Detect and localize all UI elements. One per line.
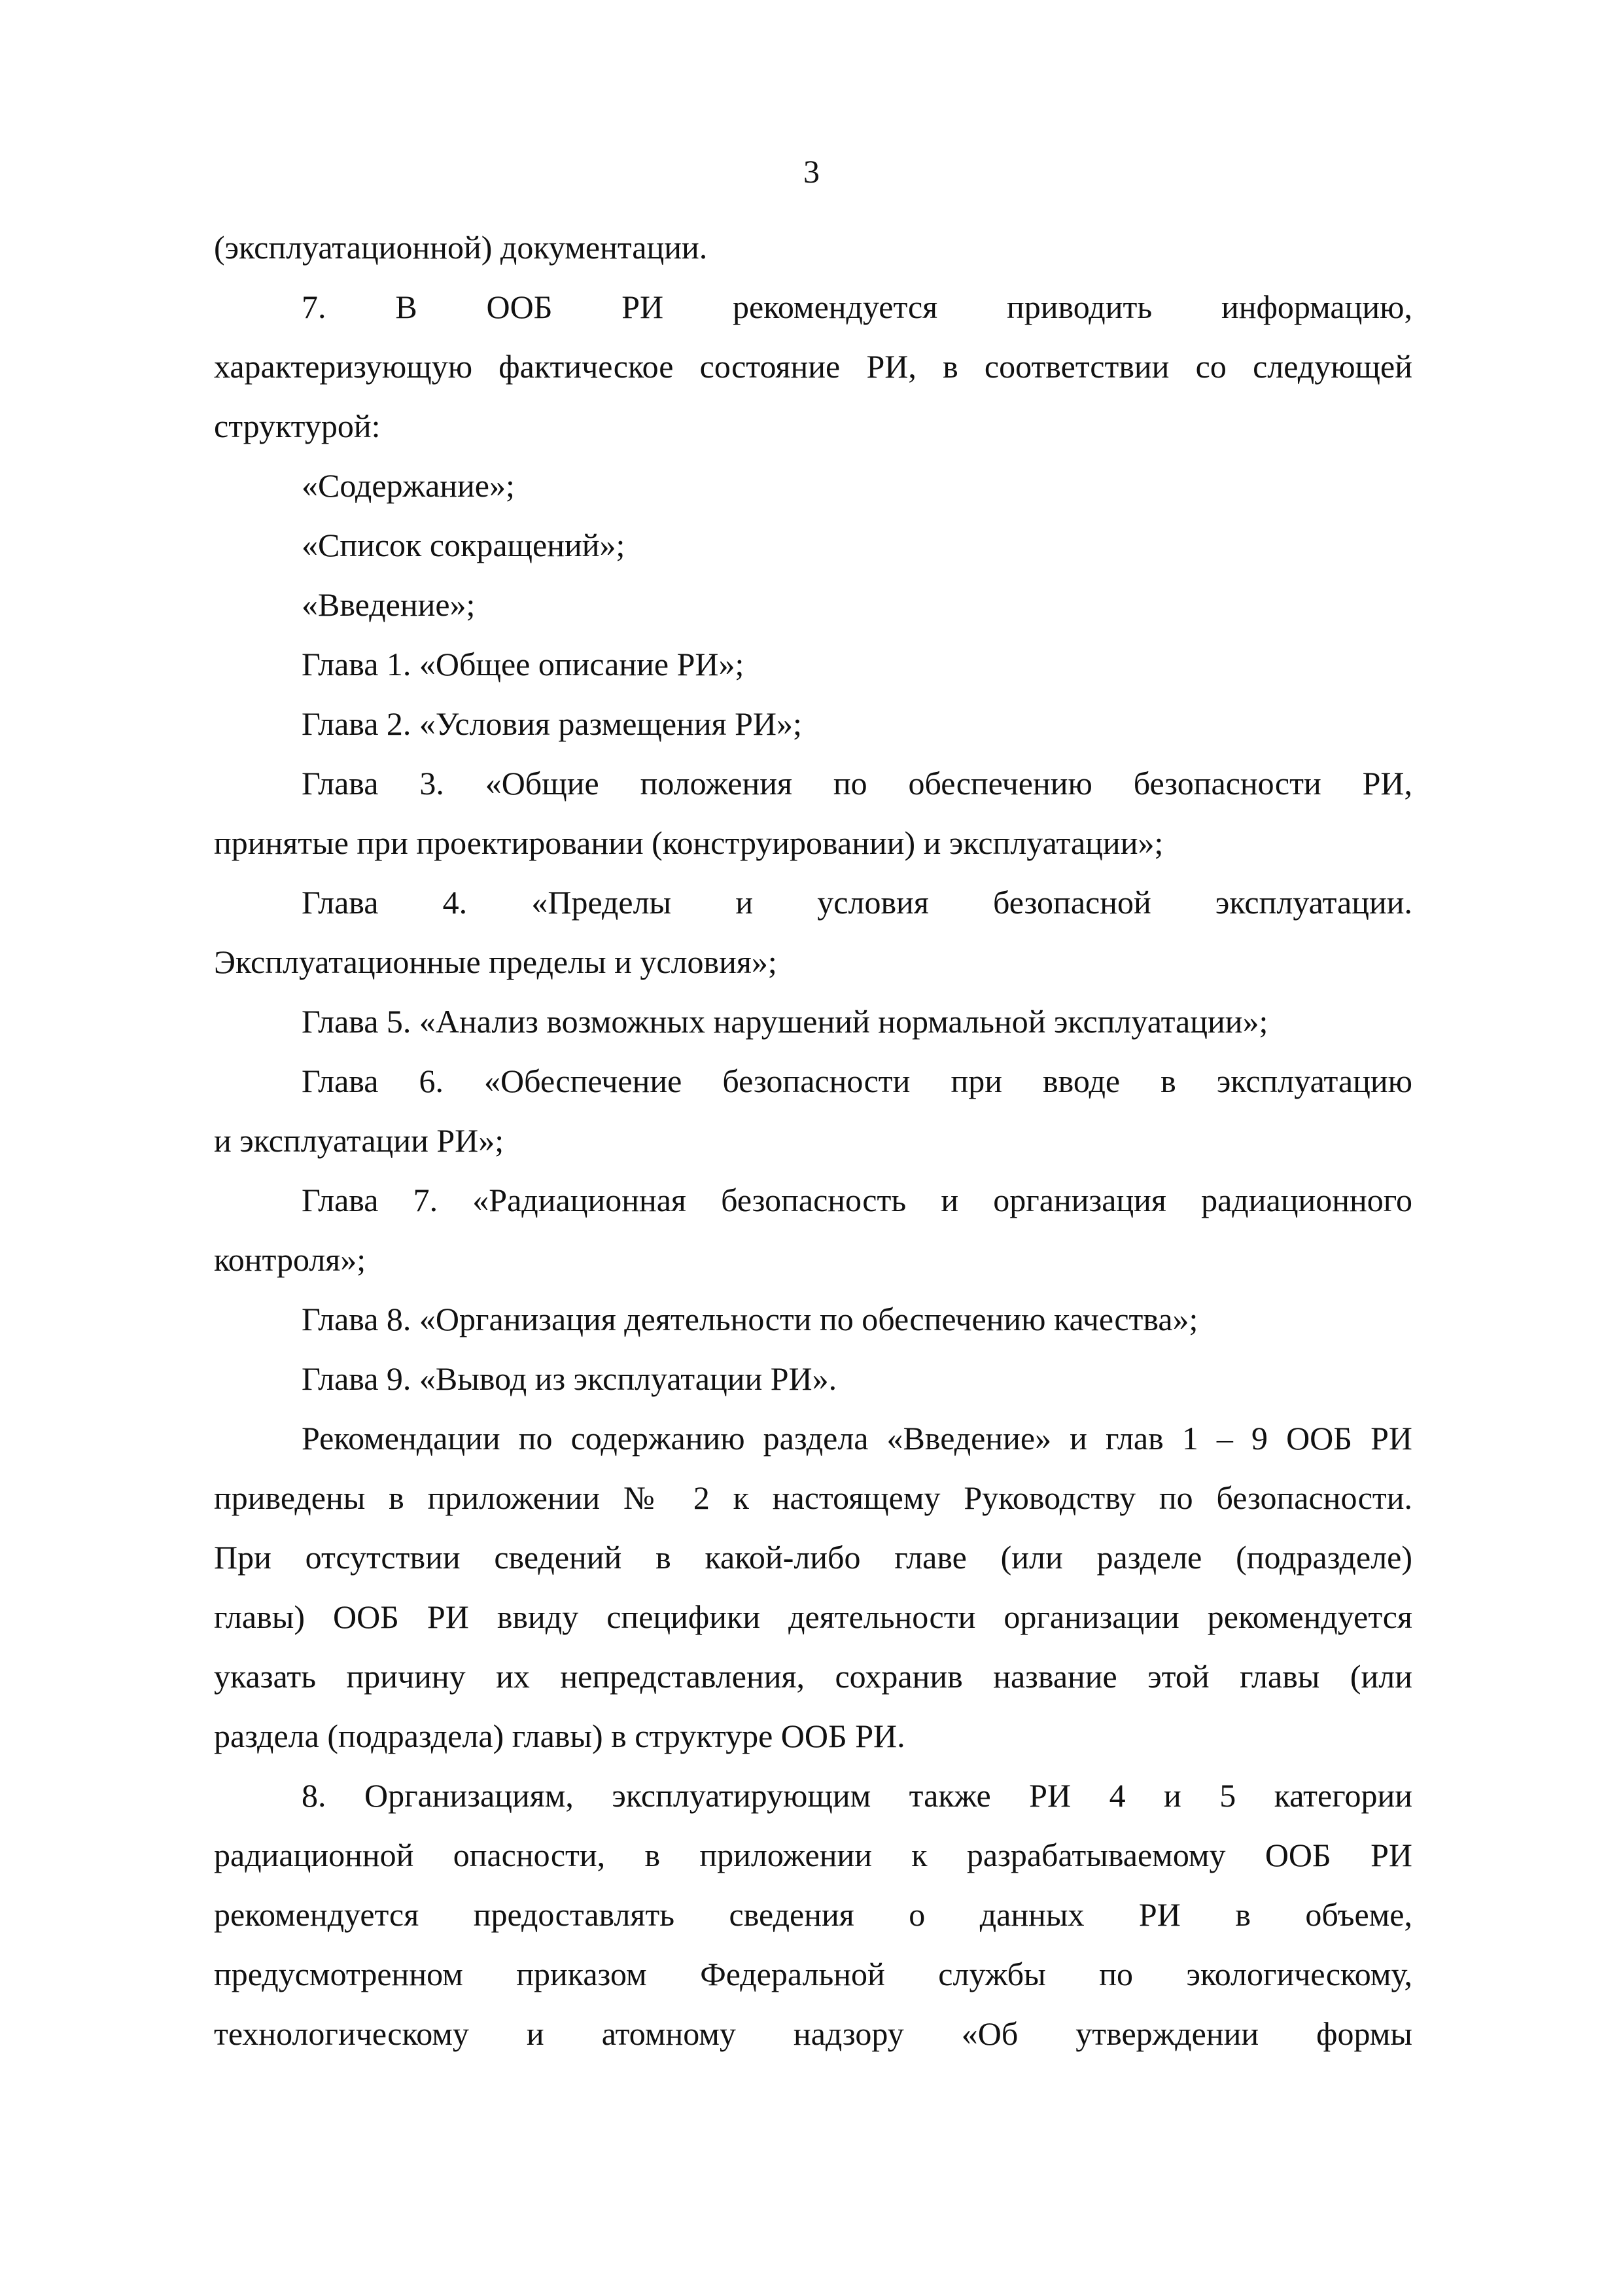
text-line: структурой: <box>214 408 381 444</box>
text-line: «Введение»; <box>302 586 476 623</box>
text-line: 8. Организациям, эксплуатирующим также РИ 4 и 5 категории <box>302 1777 1412 1814</box>
document-body <box>214 218 1412 2064</box>
text-line: Глава 3. «Общие положения по обеспечению безопасности РИ, <box>302 765 1412 802</box>
text-line: Рекомендации по содержанию раздела «Введение» и глав 1 – 9 ООБ РИ <box>302 1420 1412 1457</box>
text-line: «Содержание»; <box>302 467 515 504</box>
text-line: контроля»; <box>214 1241 366 1278</box>
text-line: «Список сокращений»; <box>302 527 625 563</box>
text-line: главы) ООБ РИ ввиду специфики деятельности организации рекомендуется <box>214 1598 1412 1635</box>
text-line: (эксплуатационной) документации. <box>214 229 708 266</box>
text-line: Глава 8. «Организация деятельности по обеспечению качества»; <box>302 1301 1198 1337</box>
text-line: рекомендуется предоставлять сведения о данных РИ в объеме, <box>214 1896 1412 1933</box>
text-line: указать причину их непредставления, сохранив название этой главы (или <box>214 1658 1412 1695</box>
text-line: Глава 4. «Пределы и условия безопасной эксплуатации. <box>302 884 1412 921</box>
text-line: предусмотренном приказом Федеральной службы по экологическому, <box>214 1956 1412 1992</box>
text-line: приведены в приложении № 2 к настоящему Руководству по безопасности. <box>214 1479 1412 1516</box>
text-line: Глава 9. «Вывод из эксплуатации РИ». <box>302 1360 837 1397</box>
text-line: радиационной опасности, в приложении к разрабатываемому ООБ РИ <box>214 1837 1412 1873</box>
text-line: Глава 2. «Условия размещения РИ»; <box>302 705 802 742</box>
text-line: технологическому и атомному надзору «Об утверждении формы <box>214 2015 1412 2052</box>
text-line: раздела (подраздела) главы) в структуре ООБ РИ. <box>214 1718 905 1754</box>
page-number: 3 <box>803 153 820 190</box>
text-line: Глава 6. «Обеспечение безопасности при вводе в эксплуатацию <box>302 1063 1412 1099</box>
text-line: Глава 7. «Радиационная безопасность и организация радиационного <box>302 1182 1412 1218</box>
text-line: и эксплуатации РИ»; <box>214 1122 504 1159</box>
text-line: Эксплуатационные пределы и условия»; <box>214 944 777 980</box>
text-line: Глава 1. «Общее описание РИ»; <box>302 646 744 682</box>
text-line: 7. В ООБ РИ рекомендуется приводить информацию, <box>302 289 1412 325</box>
text-line: Глава 5. «Анализ возможных нарушений нормальной эксплуатации»; <box>302 1003 1268 1040</box>
text-line: принятые при проектировании (конструировании) и эксплуатации»; <box>214 824 1164 861</box>
text-line: характеризующую фактическое состояние РИ, в соответствии со следующей <box>214 348 1412 385</box>
text-line: При отсутствии сведений в какой-либо главе (или разделе (подразделе) <box>214 1539 1412 1576</box>
